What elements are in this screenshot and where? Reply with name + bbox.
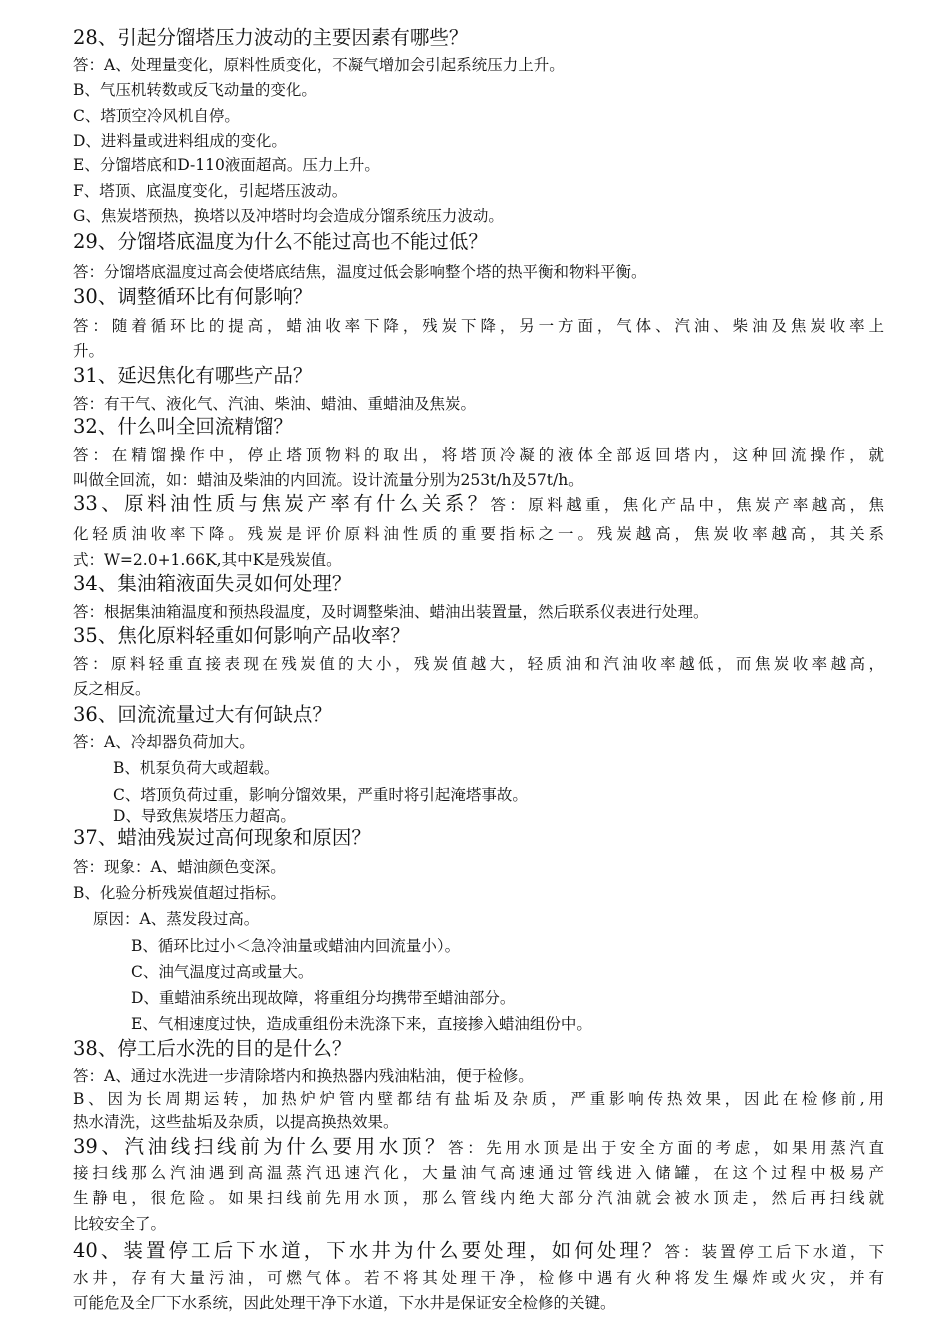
answer-text: 式：W=2.0+1.66K,其中K是残炭值。 [73, 551, 342, 569]
answer-text: 叫做全回流，如：蜡油及柴油的内回流。设计流量分别为253t/h及57t/h。 [73, 471, 584, 489]
answer-text: 答：随着循环比的提高，蜡油收率下降，残炭下降，另一方面，气体、汽油、柴油及焦炭收率上 [73, 317, 884, 335]
answer-text: E、分馏塔底和D-110液面超高。压力上升。 [73, 156, 380, 174]
answer-text: 化轻质油收率下降。残炭是评价原料油性质的重要指标之一。残炭越高，焦炭收率越高，其关系 [73, 525, 884, 543]
answer-text: 答：原料越重，焦化产品中，焦炭产率越高，焦 [490, 496, 884, 514]
answer-text: 答：现象：A、蜡油颜色变深。 [73, 858, 286, 876]
answer-text: B、气压机转数或反飞动量的变化。 [73, 81, 317, 99]
question-36: 36、回流流量过大有何缺点？ [73, 703, 332, 726]
question-29: 29、分馏塔底温度为什么不能过高也不能过低？ [73, 230, 488, 253]
answer-text: C、塔顶负荷过重，影响分馏效果，严重时将引起淹塔事故。 [113, 786, 528, 804]
answer-text: 答：先用水顶是出于安全方面的考虑，如果用蒸汽直 [448, 1139, 884, 1157]
answer-text: D、重蜡油系统出现故障，将重组分均携带至蜡油部分。 [131, 989, 516, 1007]
question-40: 40、装置停工后下水道，下水井为什么要处理，如何处理？ [73, 1239, 665, 1262]
answer-text: E、气相速度过快，造成重组份未洗涤下来，直接掺入蜡油组份中。 [131, 1015, 592, 1033]
question-32: 32、什么叫全回流精馏？ [73, 415, 293, 438]
answer-text: 答：A、处理量变化，原料性质变化，不凝气增加会引起系统压力上升。 [73, 56, 565, 74]
answer-text: 答：分馏塔底温度过高会使塔底结焦，温度过低会影响整个塔的热平衡和物料平衡。 [73, 263, 647, 281]
answer-text: B、因为长周期运转，加热炉炉管内壁都结有盐垢及杂质，严重影响传热效果，因此在检修前,用 [73, 1090, 884, 1108]
answer-text: 热水清洗，这些盐垢及杂质，以提高换热效果。 [73, 1113, 399, 1131]
answer-text: 答：根据集油箱温度和预热段温度，及时调整柴油、蜡油出装置量，然后联系仪表进行处理。 [73, 603, 709, 621]
answer-text: C、塔顶空冷风机自停。 [73, 107, 240, 125]
question-33-line [73, 491, 884, 518]
answer-text: 水井，存有大量污油，可燃气体。若不将其处理干净，检修中遇有火种将发生爆炸或火灾，并有 [73, 1269, 884, 1287]
answer-text: 升。 [73, 342, 105, 360]
answer-text: F、塔顶、底温度变化，引起塔压波动。 [73, 182, 348, 200]
answer-text: B、循环比过小＜急冷油量或蜡油内回流量小）。 [131, 937, 461, 955]
question-35: 35、焦化原料轻重如何影响产品收率？ [73, 624, 410, 647]
question-33: 33、原料油性质与焦炭产率有什么关系？ [73, 492, 491, 515]
answer-text: B、机泵负荷大或超载。 [113, 759, 280, 777]
answer-text: 答：A、通过水洗进一步清除塔内和换热器内残油粘油，便于检修。 [73, 1067, 534, 1085]
answer-text: 接扫线那么汽油遇到高温蒸汽迅速汽化，大量油气高速通过管线进入储罐，在这个过程中极易产 [73, 1164, 884, 1182]
answer-text: 可能危及全厂下水系统，因此处理干净下水道，下水井是保证安全检修的关键。 [73, 1294, 616, 1312]
question-34: 34、集油箱液面失灵如何处理？ [73, 572, 352, 595]
question-37: 37、蜡油残炭过高何现象和原因？ [73, 826, 371, 849]
question-30: 30、调整循环比有何影响？ [73, 285, 313, 308]
question-38: 38、停工后水洗的目的是什么？ [73, 1037, 352, 1060]
answer-text: 答：A、冷却器负荷加大。 [73, 733, 255, 751]
answer-text: 答：装置停工后下水道，下 [664, 1243, 884, 1261]
question-39: 39、汽油线扫线前为什么要用水顶？ [73, 1135, 449, 1158]
question-40-line [73, 1238, 884, 1265]
answer-text: 反之相反。 [73, 680, 151, 698]
answer-text: D、导致焦炭塔压力超高。 [113, 807, 296, 825]
answer-text: C、油气温度过高或量大。 [131, 963, 314, 981]
answer-text: G、焦炭塔预热，换塔以及冲塔时均会造成分馏系统压力波动。 [73, 207, 504, 225]
answer-text: 原因：A、蒸发段过高。 [93, 910, 260, 928]
answer-text: D、进料量或进料组成的变化。 [73, 132, 287, 150]
question-39-line [73, 1134, 884, 1161]
question-31: 31、延迟焦化有哪些产品？ [73, 364, 313, 387]
answer-text: B、化验分析残炭值超过指标。 [73, 884, 286, 902]
answer-text: 答：有干气、液化气、汽油、柴油、蜡油、重蜡油及焦炭。 [73, 395, 477, 413]
answer-text: 比较安全了。 [73, 1215, 167, 1233]
answer-text: 答：在精馏操作中，停止塔顶物料的取出，将塔顶冷凝的液体全部返回塔内，这种回流操作，就 [73, 446, 884, 464]
question-28: 28、引起分馏塔压力波动的主要因素有哪些？ [73, 26, 469, 49]
answer-text: 生静电，很危险。如果扫线前先用水顶，那么管线内绝大部分汽油就会被水顶走，然后再扫线就 [73, 1189, 884, 1207]
answer-text: 答：原料轻重直接表现在残炭值的大小，残炭值越大，轻质油和汽油收率越低，而焦炭收率越高， [73, 655, 884, 673]
